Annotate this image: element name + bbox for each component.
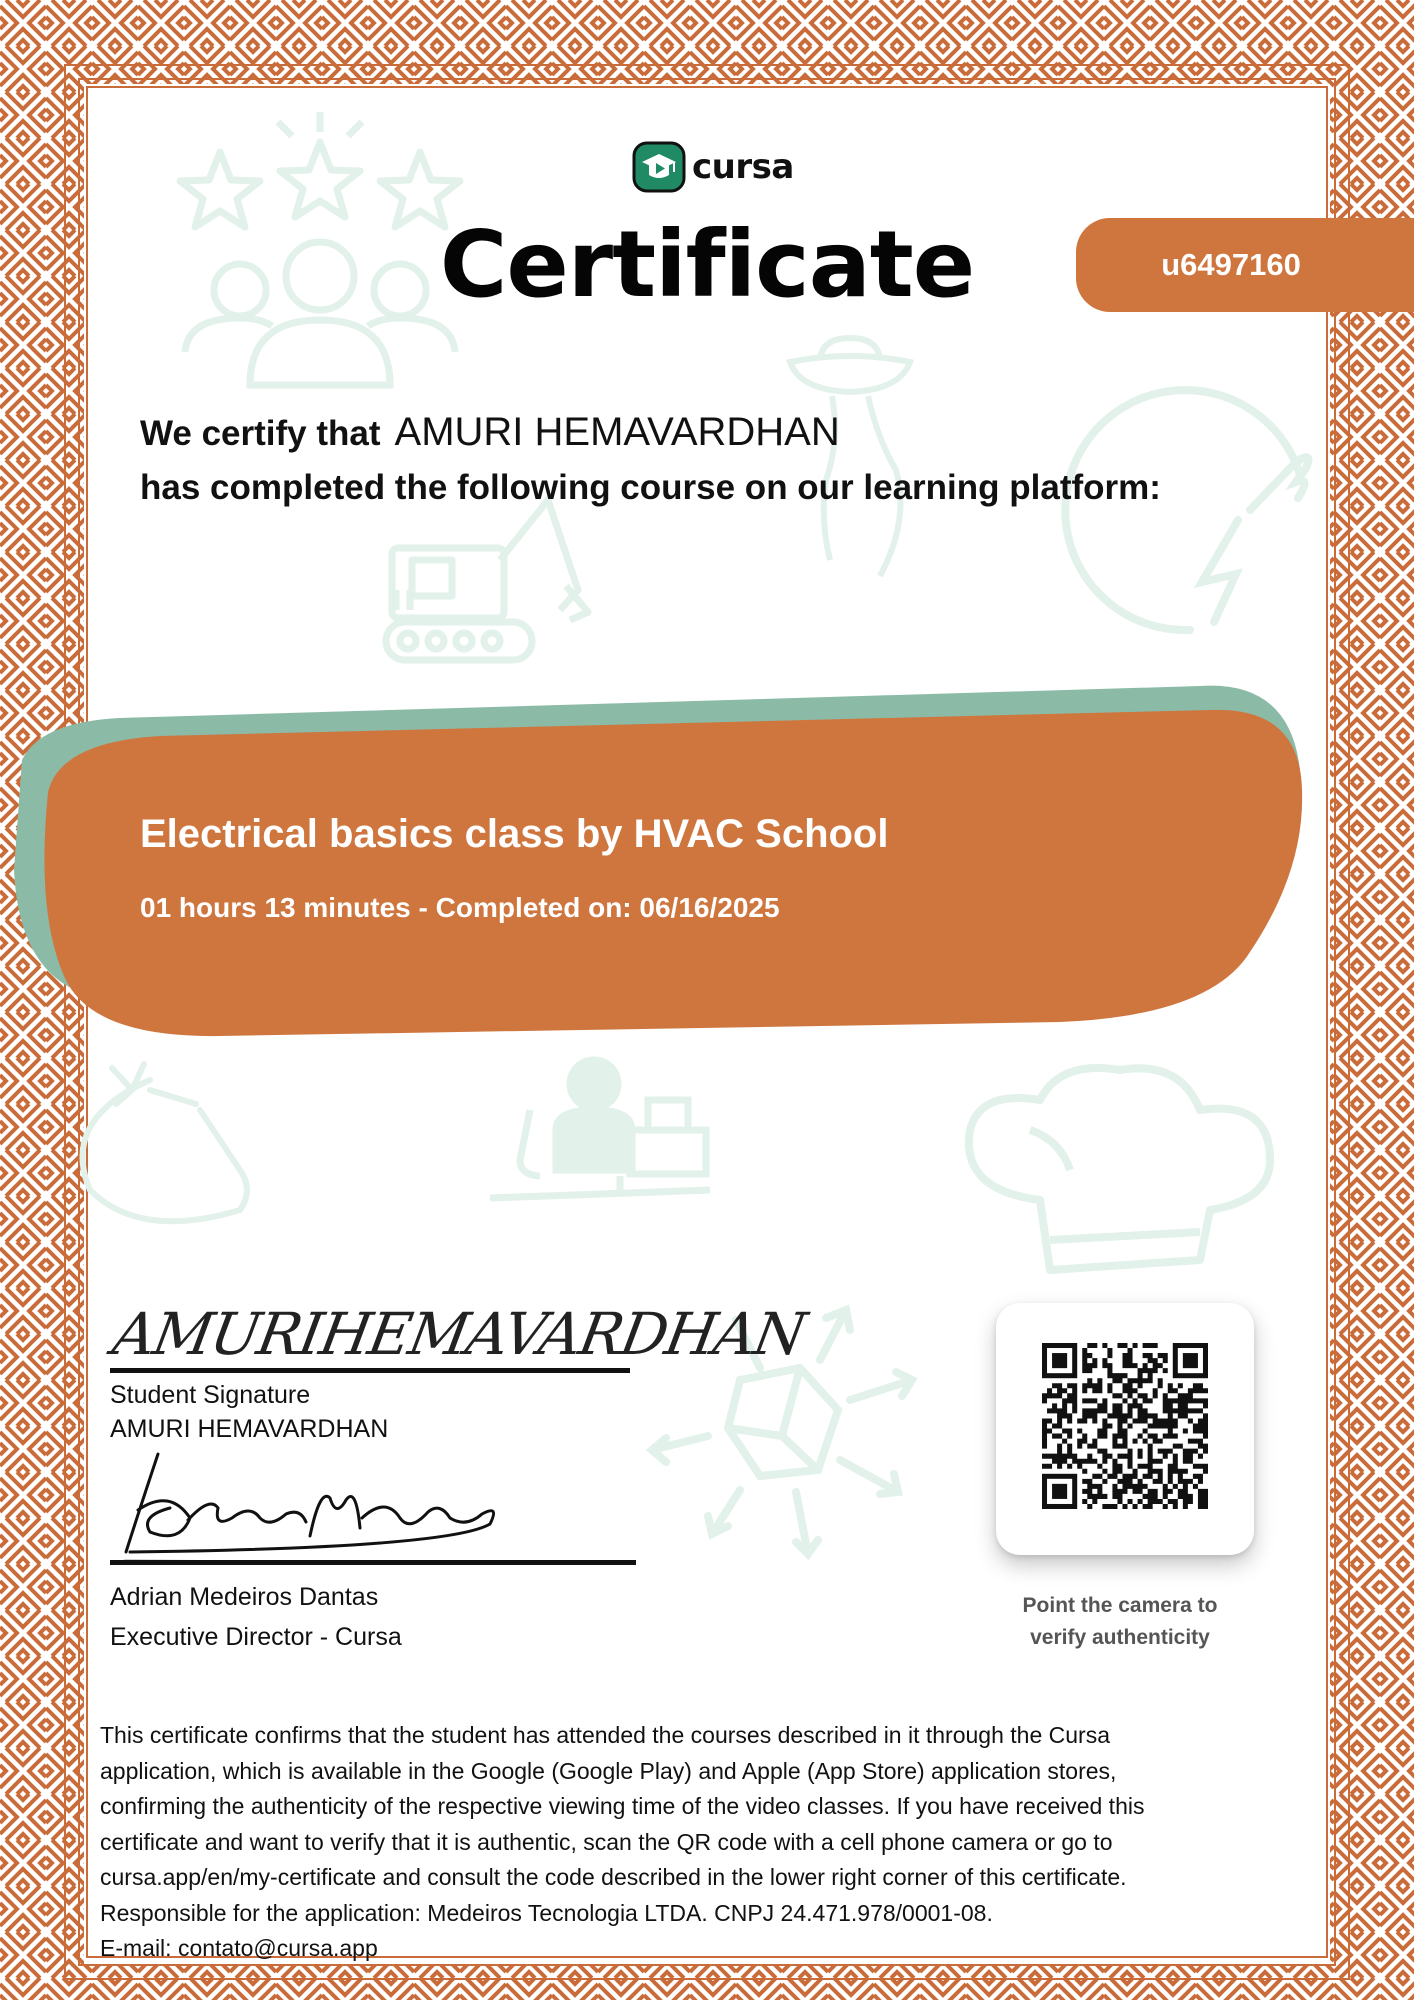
qr-caption-line-2: verify authenticity	[1030, 1626, 1210, 1649]
student-signature-name: AMURI HEMAVARDHAN	[110, 1415, 389, 1443]
certify-prefix: We certify that	[140, 414, 381, 453]
certificate-title: Certificate	[439, 211, 975, 318]
course-title: Electrical basics class by HVAC School	[140, 812, 889, 856]
disclaimer-line: application, which is available in the Google (Google Play) and Apple (App Store) application stores,	[100, 1757, 1117, 1784]
disclaimer-line: confirming the authenticity of the respective viewing time of the video classes. If you have received this	[100, 1793, 1145, 1819]
completion-statement: has completed the following course on our learning platform:	[140, 468, 1161, 507]
disclaimer-line: This certificate confirms that the student has attended the courses described in it through the Cursa	[100, 1722, 1110, 1748]
worker-workstation-icon	[490, 1060, 710, 1198]
student-signature-line	[110, 1368, 630, 1373]
certify-statement	[140, 402, 840, 464]
graduation-cap-play-icon	[632, 140, 686, 194]
director-name: Adrian Medeiros Dantas	[110, 1583, 379, 1611]
disclaimer-text	[100, 1718, 1300, 1967]
qr-code-icon[interactable]	[1042, 1343, 1208, 1509]
qr-code-card	[996, 1303, 1254, 1555]
student-signature-label: Student Signature	[110, 1381, 311, 1409]
disclaimer-line: certificate and want to verify that it is authentic, scan the QR code with a cell phone camera or go to	[100, 1828, 1113, 1855]
certificate-code: u6497160	[1161, 247, 1301, 282]
excavator-icon	[386, 500, 588, 660]
disclaimer-line: E-mail: contato@cursa.app	[100, 1935, 378, 1961]
disclaimer-line: Responsible for the application: Medeiros Tecnologia LTDA. CNPJ 24.471.978/0001-08.	[100, 1899, 993, 1926]
disclaimer-line: cursa.app/en/my-certificate and consult the code described in the lower right corner of this certificate.	[100, 1864, 1127, 1890]
chef-hat-icon	[969, 1068, 1270, 1270]
welding-torch-icon	[83, 1064, 248, 1221]
course-banner	[0, 680, 1414, 1060]
logo-text: cursa	[692, 147, 794, 187]
student-name: AMURI HEMAVARDHAN	[394, 410, 840, 454]
cursa-logo	[632, 140, 794, 194]
director-handwritten-signature	[110, 1448, 510, 1568]
qr-caption	[996, 1590, 1244, 1654]
banner-orange-blob	[44, 710, 1302, 1036]
course-details: 01 hours 13 minutes - Completed on: 06/16/2025	[140, 892, 780, 923]
director-title: Executive Director - Cursa	[110, 1623, 402, 1651]
director-signature-line	[110, 1560, 636, 1565]
qr-caption-line-1: Point the camera to	[1022, 1594, 1218, 1617]
student-signature-script: AMURIHEMAVARDHAN	[108, 1300, 810, 1368]
